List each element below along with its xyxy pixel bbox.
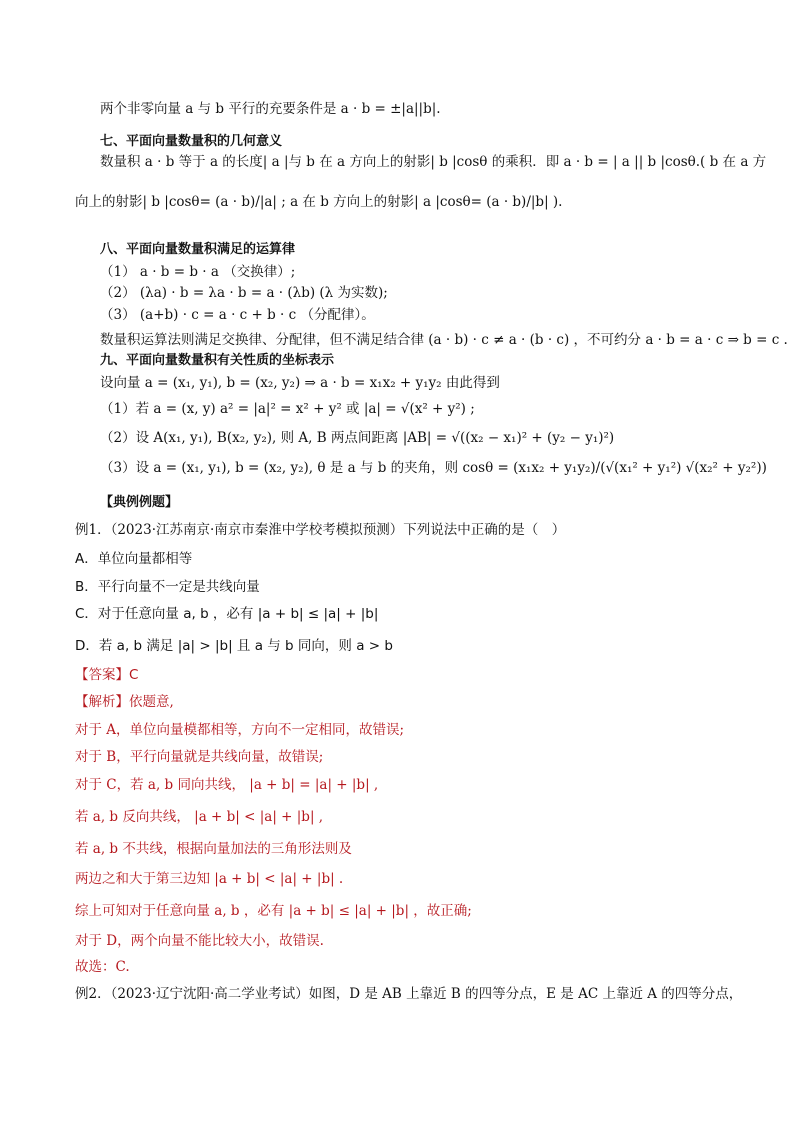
section8-item-3: （3） (a+b) · c = a · c + b · c （分配律）。 — [100, 307, 375, 323]
example1-solution-8: 对于 D，两个向量不能比较大小，故错误. — [75, 933, 324, 949]
section8-note: 数量积运算法则满足交换律、分配律，但不满足结合律 (a · b) · c ≠ a · (b · c) ，不可约分 a · b = a · c ⇒ b = c . — [100, 332, 788, 348]
example1-option-c: C．对于任意向量 a, b ，必有 |a + b| ≤ |a| + |b| — [75, 606, 379, 622]
example1-option-a: A．单位向量都相等 — [75, 551, 193, 567]
section9-item-3: （3）设 a = (x₁, y₁), b = (x₂, y₂), θ 是 a 与 b 的夹角，则 cosθ = (x₁x₂ + y₁y₂)/(√(x₁² + y₁²) √(x₂² + y₂²)) — [100, 460, 767, 476]
analysis-intro: 依题意, — [129, 694, 174, 710]
example1-analysis — [75, 693, 174, 711]
section9-intro: 设向量 a = (x₁, y₁), b = (x₂, y₂) ⇒ a · b = x₁x₂ + y₁y₂ 由此得到 — [100, 375, 500, 391]
section9-title: 九、平面向量数量积有关性质的坐标表示 — [100, 353, 335, 368]
section8-title: 八、平面向量数量积满足的运算律 — [100, 242, 296, 257]
section8-item-1: （1） a · b = b · a （交换律）; — [100, 264, 296, 280]
section8-item-2: （2） (λa) · b = λa · b = a · (λb) (λ 为实数); — [100, 285, 388, 301]
example1-solution-4: 若 a, b 反向共线， |a + b| < |a| + |b| , — [75, 809, 324, 825]
section7-line2: 向上的射影| b |cosθ= (a · b)/|a| ; a 在 b 方向上的射影| a |cosθ= (a · b)/|b| ). — [75, 194, 563, 210]
example1-solution-3: 对于 C，若 a, b 同向共线， |a + b| = |a| + |b| , — [75, 777, 379, 793]
example1-solution-2: 对于 B，平行向量就是共线向量，故错误; — [75, 749, 324, 765]
example1-solution-7: 综上可知对于任意向量 a, b ，必有 |a + b| ≤ |a| + |b| ，故正确; — [75, 903, 472, 919]
example1-solution-5: 若 a, b 不共线，根据向量加法的三角形法则及 — [75, 841, 352, 857]
example1-option-b: B．平行向量不一定是共线向量 — [75, 579, 260, 595]
analysis-label: 【解析】 — [75, 694, 129, 710]
section7-title: 七、平面向量数量积的几何意义 — [100, 134, 283, 149]
example1-answer: 【答案】C — [75, 667, 139, 683]
section7-line1: 数量积 a · b 等于 a 的长度| a |与 b 在 a 方向上的射影| b |cosθ 的乘积．即 a · b = | a || b |cosθ.( b 在 a 方 — [100, 154, 767, 170]
examples-heading: 【典例例题】 — [100, 495, 179, 510]
section9-item-2: （2）设 A(x₁, y₁), B(x₂, y₂), 则 A, B 两点间距离 |AB| = √((x₂ − x₁)² + (y₂ − y₁)²) — [100, 430, 615, 446]
example2-stem: 例2．（2023·辽宁沈阳·高二学业考试）如图，D 是 AB 上靠近 B 的四等分点，E 是 AC 上靠近 A 的四等分点， — [75, 986, 743, 1002]
example1-solution-6: 两边之和大于第三边知 |a + b| < |a| + |b| . — [75, 871, 344, 887]
example1-stem: 例1．（2023·江苏南京·南京市秦淮中学校考模拟预测）下列说法中正确的是（ ） — [75, 522, 566, 538]
parallel-condition-text: 两个非零向量 a 与 b 平行的充要条件是 a · b = ±|a||b|. — [100, 101, 441, 117]
section9-item-1: （1）若 a = (x, y) a² = |a|² = x² + y² 或 |a| = √(x² + y²) ; — [100, 401, 475, 417]
example1-option-d: D．若 a, b 满足 |a| > |b| 且 a 与 b 同向，则 a > b — [75, 638, 393, 654]
example1-choice: 故选：C. — [75, 959, 130, 975]
example1-solution-1: 对于 A，单位向量模都相等，方向不一定相同，故错误; — [75, 722, 405, 738]
